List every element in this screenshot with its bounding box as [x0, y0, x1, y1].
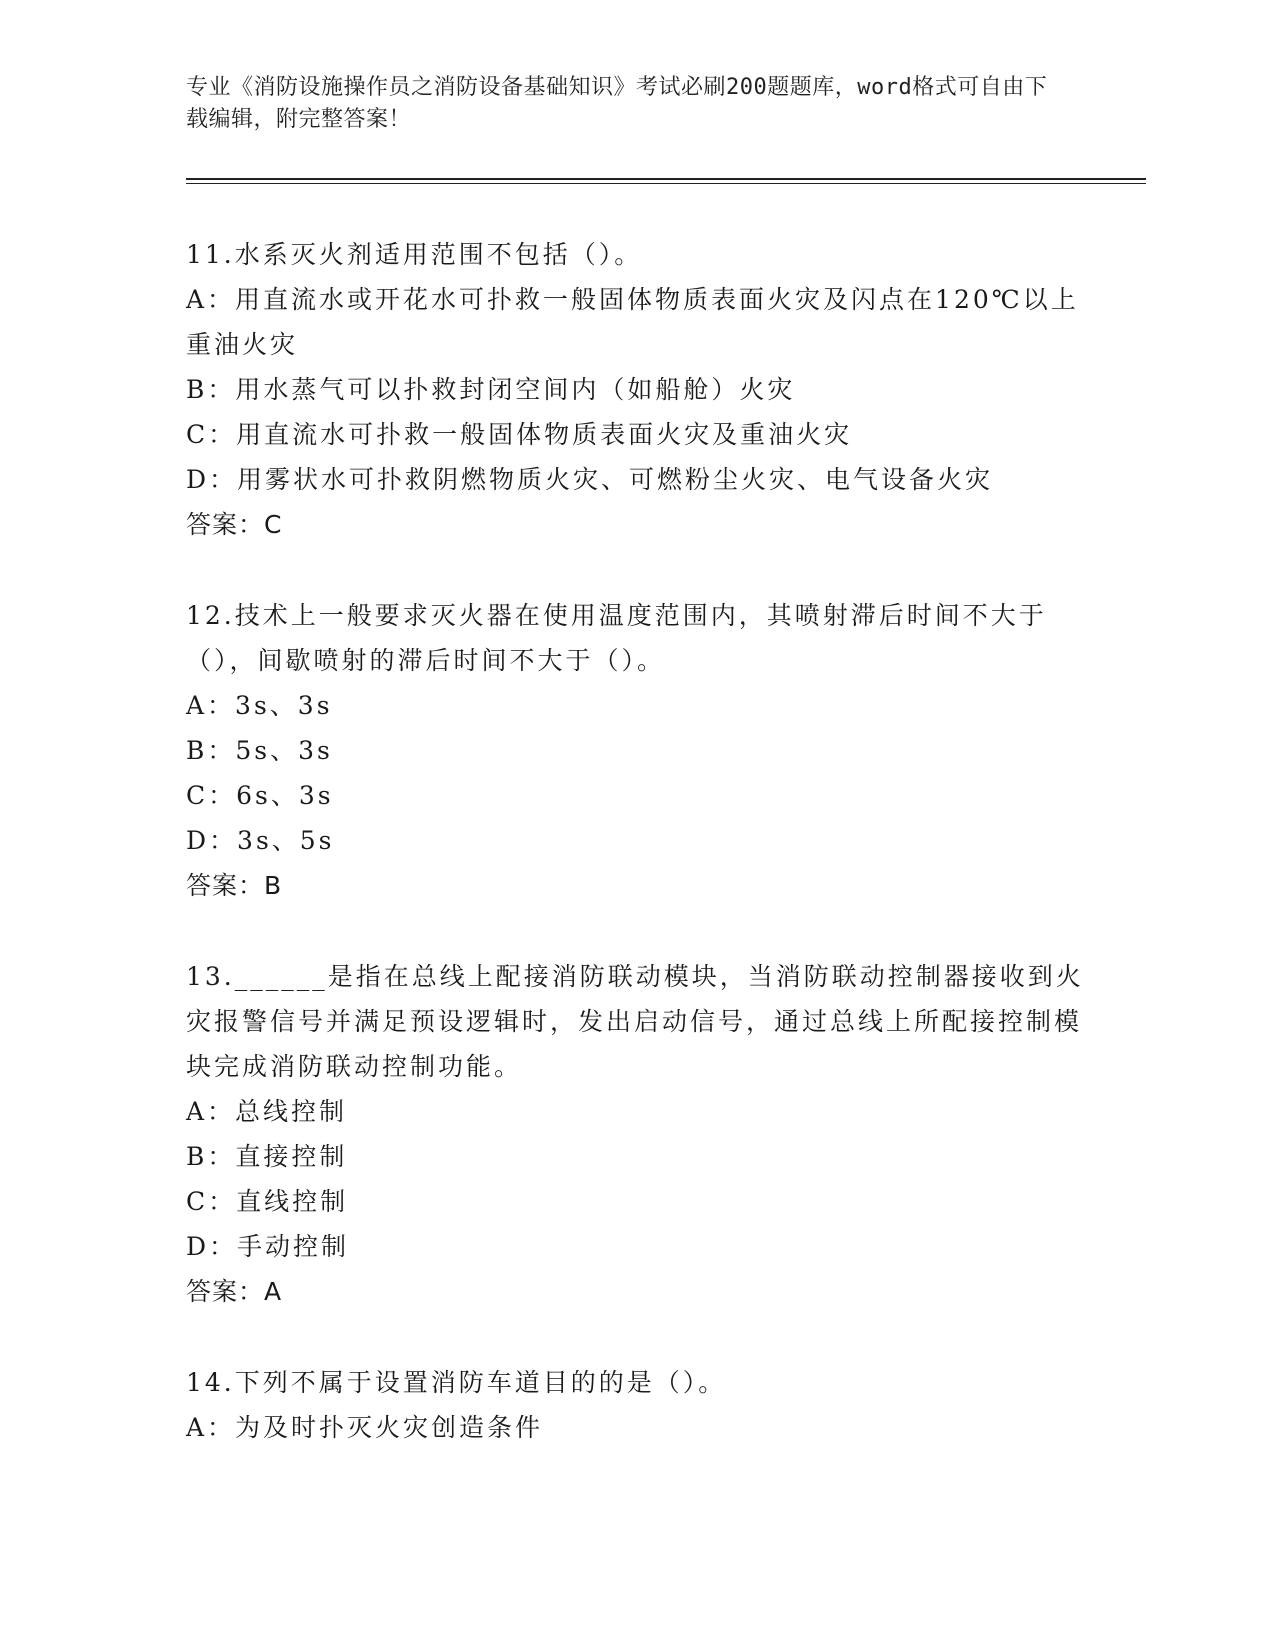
question-14 — [186, 1360, 1086, 1450]
answer-line: 答案：B — [186, 871, 283, 900]
question-13 — [186, 954, 1086, 1314]
question-stem: 13.______是指在总线上配接消防联动模块，当消防联动控制器接收到火灾报警信号并满足预设逻辑时，发出启动信号，通过总线上所配接控制模块完成消防联动控制功能。 — [186, 962, 1084, 1081]
option-b: B：用水蒸气可以扑救封闭空间内（如船舱）火灾 — [186, 375, 796, 404]
option-a: A：总线控制 — [186, 1097, 348, 1126]
answer-line: 答案：A — [186, 1277, 283, 1306]
document-header: 专业《消防设施操作员之消防设备基础知识》考试必刷200题题库，word格式可自由下载编辑，附完整答案！ — [186, 75, 1048, 132]
question-11 — [186, 232, 1086, 547]
question-12 — [186, 593, 1086, 908]
question-stem: 14.下列不属于设置消防车道目的的是（）。 — [186, 1368, 727, 1397]
option-a: A：3s、3s — [186, 691, 333, 720]
option-c: C：直线控制 — [186, 1187, 349, 1216]
answer-line: 答案：C — [186, 510, 283, 539]
header-divider — [186, 178, 1146, 184]
question-list — [186, 232, 1086, 1496]
option-d: D：3s、5s — [186, 826, 335, 855]
option-a: A：用直流水或开花水可扑救一般固体物质表面火灾及闪点在120℃以上重油火灾 — [186, 285, 1079, 359]
option-c: C：6s、3s — [186, 781, 334, 810]
question-stem: 11.水系灭火剂适用范围不包括（）。 — [186, 240, 643, 269]
question-stem: 12.技术上一般要求灭火器在使用温度范围内，其喷射滞后时间不大于（），间歇喷射的滞后时间不大于（）。 — [186, 601, 1047, 675]
option-b: B：5s、3s — [186, 736, 333, 765]
option-a: A：为及时扑灭火灾创造条件 — [186, 1413, 544, 1442]
option-b: B：直接控制 — [186, 1142, 348, 1171]
option-c: C：用直流水可扑救一般固体物质表面火灾及重油火灾 — [186, 420, 853, 449]
option-d: D：用雾状水可扑救阴燃物质火灾、可燃粉尘火灾、电气设备火灾 — [186, 465, 994, 494]
option-d: D：手动控制 — [186, 1232, 350, 1261]
